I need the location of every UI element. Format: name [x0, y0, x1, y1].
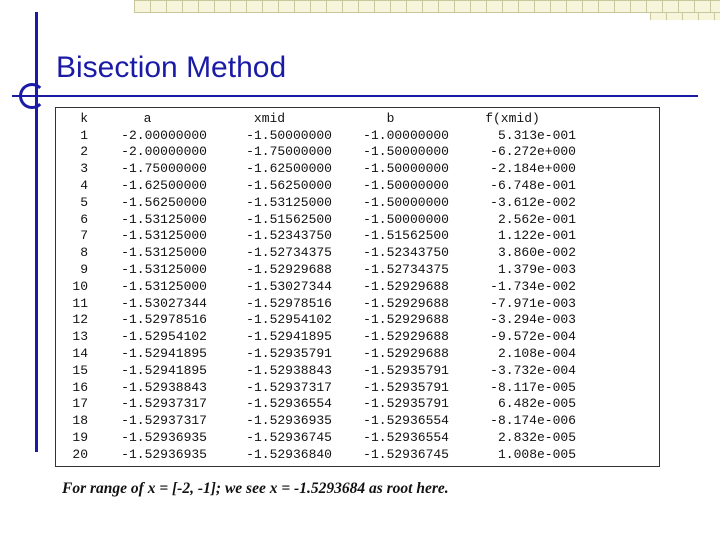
cell-a: -1.52941895 [121, 362, 207, 378]
table-row [56, 177, 659, 194]
cell-xmid: -1.51562500 [246, 211, 332, 227]
cell-a: -1.53125000 [121, 245, 207, 261]
table-row [56, 412, 659, 429]
cell-b: -1.52935791 [363, 396, 449, 412]
column-header-a: a [143, 110, 152, 126]
cell-a: -1.53027344 [121, 295, 207, 311]
cell-a: -1.52937317 [121, 413, 207, 429]
cell-k: 13 [72, 329, 88, 345]
cell-k: 1 [80, 127, 88, 143]
table-row [56, 211, 659, 228]
table-row [56, 194, 659, 211]
cell-xmid: -1.52954102 [246, 312, 332, 328]
cell-fxmid: 2.562e-001 [497, 211, 576, 227]
table-row [56, 396, 659, 413]
cell-xmid: -1.75000000 [246, 144, 332, 160]
column-header-xmid: xmid [253, 110, 286, 126]
cell-fxmid: -7.971e-003 [490, 295, 576, 311]
cell-xmid: -1.53027344 [246, 278, 332, 294]
cell-b: -1.52929688 [363, 295, 449, 311]
cell-k: 9 [80, 262, 88, 278]
cell-xmid: -1.53125000 [246, 194, 332, 210]
table-row [56, 261, 659, 278]
cell-k: 5 [80, 194, 88, 210]
cell-b: -1.50000000 [363, 144, 449, 160]
cell-k: 4 [80, 178, 88, 194]
cell-a: -1.62500000 [121, 178, 207, 194]
cell-fxmid: -1.734e-002 [490, 278, 576, 294]
cell-fxmid: -8.117e-005 [490, 379, 576, 395]
cell-k: 8 [80, 245, 88, 261]
cell-a: -1.52937317 [121, 396, 207, 412]
table-row [56, 127, 659, 144]
cell-xmid: -1.52941895 [246, 329, 332, 345]
cell-a: -1.52936935 [121, 446, 207, 462]
cell-fxmid: 5.313e-001 [497, 127, 576, 143]
cell-k: 20 [72, 446, 88, 462]
table-row [56, 328, 659, 345]
cell-fxmid: 1.122e-001 [497, 228, 576, 244]
cell-fxmid: -6.272e+000 [490, 144, 576, 160]
cell-k: 6 [80, 211, 88, 227]
cell-b: -1.52936554 [363, 430, 449, 446]
cell-k: 11 [72, 295, 88, 311]
column-header-k: k [80, 110, 88, 126]
cell-xmid: -1.52929688 [246, 262, 332, 278]
slide-footnote: For range of x = [-2, -1]; we see x = -1.5293684 as root here. [62, 480, 449, 497]
cell-k: 3 [80, 161, 88, 177]
table-row [56, 379, 659, 396]
cell-xmid: -1.52936745 [246, 430, 332, 446]
cell-k: 18 [72, 413, 88, 429]
table-row [56, 244, 659, 261]
cell-b: -1.50000000 [363, 178, 449, 194]
slide-title: Bisection Method [56, 51, 287, 84]
cell-fxmid: -2.184e+000 [490, 161, 576, 177]
cell-xmid: -1.62500000 [246, 161, 332, 177]
cell-a: -1.75000000 [121, 161, 207, 177]
cell-b: -1.50000000 [363, 211, 449, 227]
cell-xmid: -1.52935791 [246, 346, 332, 362]
cell-xmid: -1.50000000 [246, 127, 332, 143]
cell-xmid: -1.52936935 [246, 413, 332, 429]
cell-b: -1.52929688 [363, 278, 449, 294]
cell-b: -1.50000000 [363, 194, 449, 210]
cell-a: -1.53125000 [121, 211, 207, 227]
table-row [56, 295, 659, 312]
cell-xmid: -1.56250000 [246, 178, 332, 194]
cell-a: -1.56250000 [121, 194, 207, 210]
cell-xmid: -1.52734375 [246, 245, 332, 261]
cell-xmid: -1.52978516 [246, 295, 332, 311]
cell-k: 12 [72, 312, 88, 328]
cell-fxmid: -3.612e-002 [490, 194, 576, 210]
cell-a: -1.52941895 [121, 346, 207, 362]
cell-a: -1.52936935 [121, 430, 207, 446]
table-row [56, 446, 659, 463]
cell-a: -1.52954102 [121, 329, 207, 345]
cell-b: -1.52929688 [363, 312, 449, 328]
cell-xmid: -1.52936554 [246, 396, 332, 412]
cell-b: -1.51562500 [363, 228, 449, 244]
table-header-row [56, 110, 659, 127]
table-row [56, 160, 659, 177]
cell-fxmid: 1.008e-005 [497, 446, 576, 462]
cell-a: -1.53125000 [121, 228, 207, 244]
cell-fxmid: -8.174e-006 [490, 413, 576, 429]
cell-fxmid: 1.379e-003 [497, 262, 576, 278]
decorative-vertical-rule [35, 12, 38, 452]
cell-xmid: -1.52938843 [246, 362, 332, 378]
table-body [56, 127, 659, 463]
cell-b: -1.52734375 [363, 262, 449, 278]
cell-k: 14 [72, 346, 88, 362]
table-row [56, 144, 659, 161]
cell-a: -2.00000000 [121, 127, 207, 143]
table-row [56, 278, 659, 295]
table-row [56, 362, 659, 379]
cell-k: 7 [80, 228, 88, 244]
cell-a: -1.53125000 [121, 278, 207, 294]
cell-b: -1.52343750 [363, 245, 449, 261]
cell-k: 2 [80, 144, 88, 160]
cell-b: -1.52929688 [363, 346, 449, 362]
cell-b: -1.52935791 [363, 379, 449, 395]
cell-fxmid: 6.482e-005 [497, 396, 576, 412]
cell-a: -1.52978516 [121, 312, 207, 328]
cell-a: -1.52938843 [121, 379, 207, 395]
table-row [56, 345, 659, 362]
cell-b: -1.52936745 [363, 446, 449, 462]
decorative-horizontal-rule [12, 95, 698, 97]
cell-xmid: -1.52343750 [246, 228, 332, 244]
cell-k: 15 [72, 362, 88, 378]
table-row [56, 429, 659, 446]
decorative-circle-mark [19, 83, 45, 109]
cell-b: -1.52929688 [363, 329, 449, 345]
column-header-b: b [386, 110, 395, 126]
cell-b: -1.52936554 [363, 413, 449, 429]
column-header-fxmid: f(xmid) [485, 110, 540, 126]
cell-a: -1.53125000 [121, 262, 207, 278]
cell-k: 16 [72, 379, 88, 395]
table-row [56, 312, 659, 329]
cell-b: -1.52935791 [363, 362, 449, 378]
cell-xmid: -1.52937317 [246, 379, 332, 395]
cell-a: -2.00000000 [121, 144, 207, 160]
table-row [56, 228, 659, 245]
cell-b: -1.00000000 [363, 127, 449, 143]
cell-k: 19 [72, 430, 88, 446]
cell-fxmid: 3.860e-002 [497, 245, 576, 261]
decorative-grid-patch [650, 12, 720, 20]
cell-fxmid: -3.294e-003 [490, 312, 576, 328]
cell-k: 10 [72, 278, 88, 294]
cell-fxmid: 2.832e-005 [497, 430, 576, 446]
cell-xmid: -1.52936840 [246, 446, 332, 462]
bisection-table [55, 107, 660, 467]
decorative-grid-strip [134, 0, 720, 13]
cell-fxmid: -9.572e-004 [490, 329, 576, 345]
cell-fxmid: -6.748e-001 [490, 178, 576, 194]
cell-fxmid: -3.732e-004 [490, 362, 576, 378]
cell-fxmid: 2.108e-004 [497, 346, 576, 362]
cell-b: -1.50000000 [363, 161, 449, 177]
cell-k: 17 [72, 396, 88, 412]
